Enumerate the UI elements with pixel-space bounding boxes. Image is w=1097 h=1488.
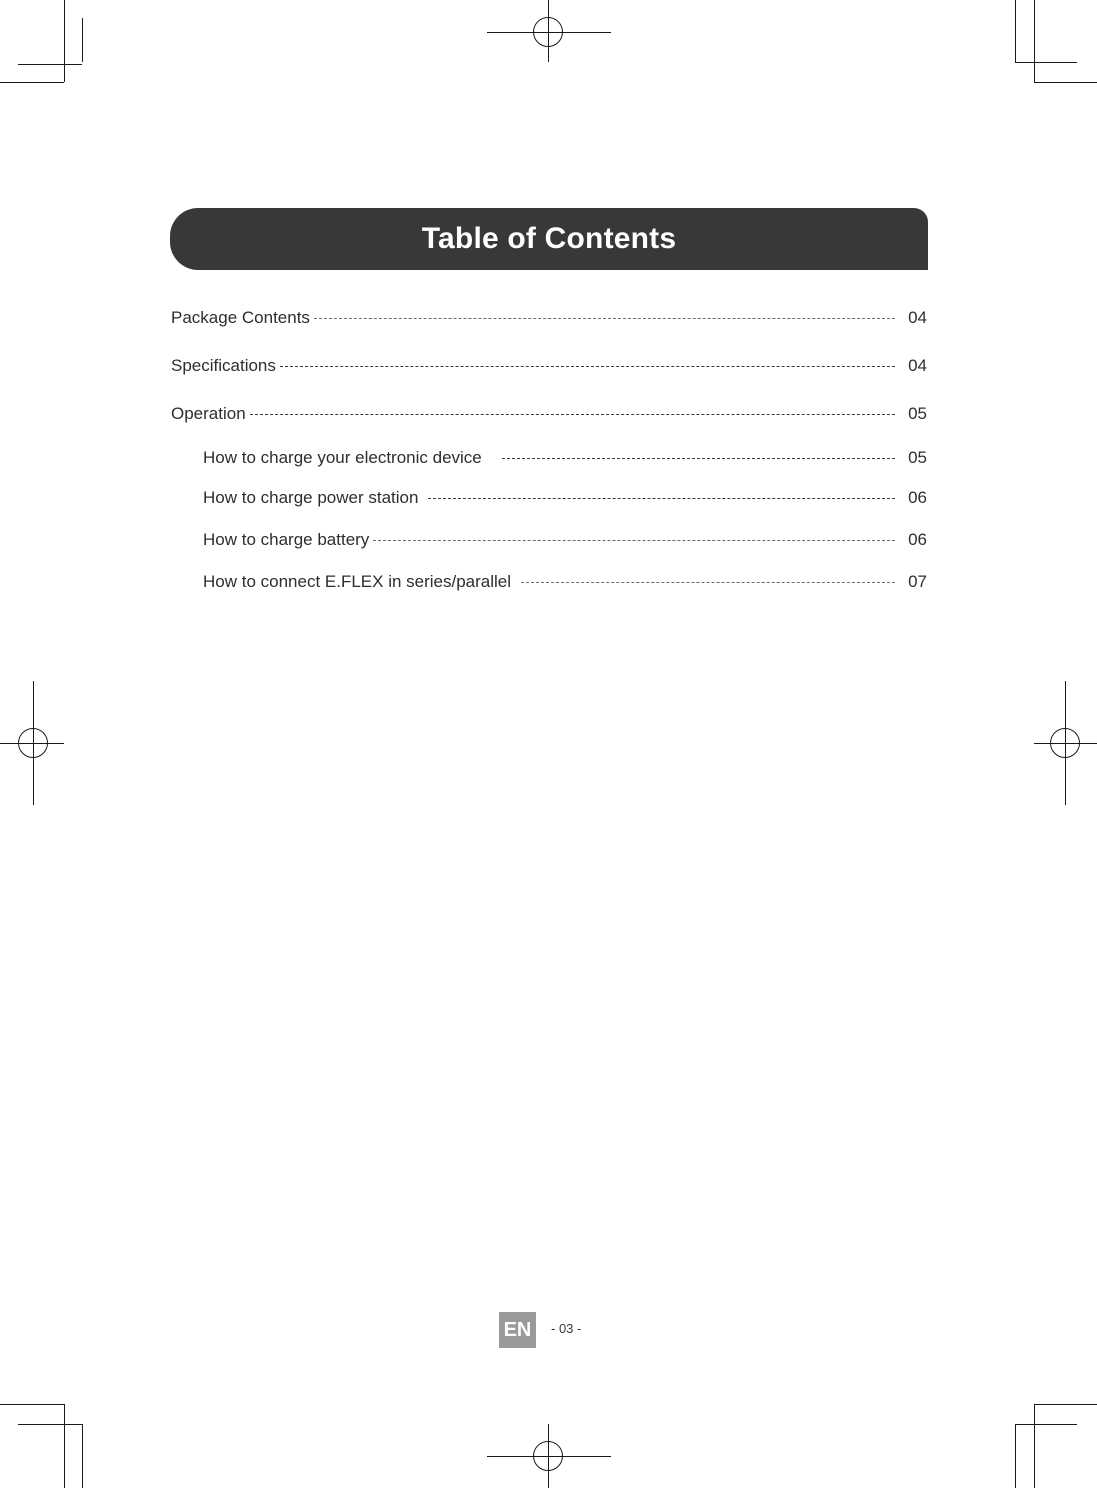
registration-circle-icon [533, 17, 563, 47]
toc-leader [428, 498, 895, 499]
toc-subentry[interactable] [203, 528, 927, 552]
registration-circle-icon [1050, 728, 1080, 758]
toc-leader [314, 318, 895, 319]
toc-entry[interactable] [171, 306, 927, 330]
toc-leader [373, 540, 895, 541]
toc-entry-page: 06 [908, 488, 927, 507]
toc-entry-label: How to charge your electronic device [203, 448, 482, 467]
toc-leader [502, 458, 895, 459]
toc-entry-label: Operation [171, 404, 246, 423]
page-title: Table of Contents [421, 222, 677, 255]
registration-circle-icon [18, 728, 48, 758]
toc-entry-page: 04 [908, 308, 927, 327]
toc-entry-label: How to charge power station [203, 488, 419, 507]
toc-entry-label: Package Contents [171, 308, 310, 327]
page-number: - 03 - [551, 1321, 582, 1336]
toc-entry-label: Specifications [171, 356, 276, 375]
toc-leader [250, 414, 895, 415]
toc-entry-label: How to connect E.FLEX in series/parallel [203, 572, 512, 591]
language-badge: EN [499, 1312, 536, 1348]
toc-entry-page: 05 [908, 404, 927, 423]
toc-header-bar [170, 208, 928, 270]
toc-subentry[interactable] [203, 446, 927, 470]
toc-leader [280, 366, 895, 367]
toc-entry-page: 07 [908, 572, 927, 591]
toc-entry[interactable] [171, 354, 927, 378]
toc-entry-page: 06 [908, 530, 927, 549]
toc-entry-page: 04 [908, 356, 927, 375]
toc-subentry[interactable] [203, 486, 927, 510]
toc-subentry[interactable] [203, 570, 927, 594]
registration-circle-icon [533, 1441, 563, 1471]
toc-entry-label: How to charge battery [203, 530, 370, 549]
toc-entry-page: 05 [908, 448, 927, 467]
toc-entry[interactable] [171, 402, 927, 426]
toc-leader [521, 582, 895, 583]
